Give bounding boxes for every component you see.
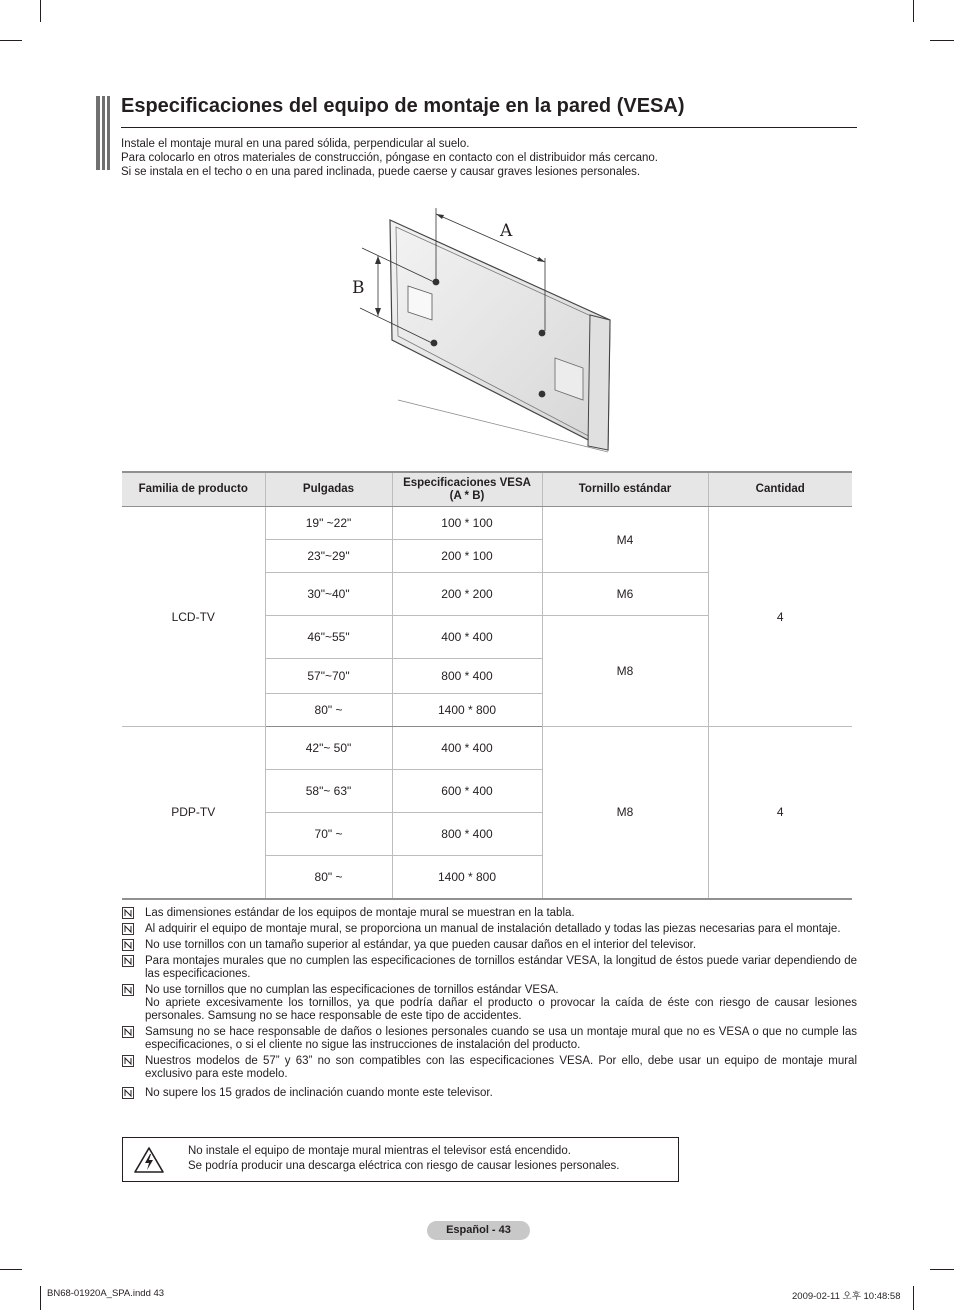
intro-line: Instale el montaje mural en una pared sólida, perpendicular al suelo. <box>121 138 470 150</box>
vesa-cell: 400 * 400 <box>392 727 542 770</box>
inches-cell: 58"~ 63" <box>265 770 392 813</box>
vesa-cell: 600 * 400 <box>392 770 542 813</box>
crop-mark <box>913 0 914 22</box>
inches-cell: 57"~70" <box>265 659 392 694</box>
warning-box <box>122 1137 679 1182</box>
screw-cell: M6 <box>542 573 708 616</box>
header-inches: Pulgadas <box>265 472 392 507</box>
note-item <box>122 907 857 920</box>
table-row <box>122 727 852 770</box>
crop-mark <box>913 1286 914 1310</box>
note-item <box>122 939 857 952</box>
note-text: No use tornillos con un tamaño superior al estándar, ya que pueden causar daños en el interior del televisor. <box>145 939 697 951</box>
header-vesa <box>392 472 542 507</box>
table-header-row <box>122 472 852 507</box>
vesa-cell: 800 * 400 <box>392 659 542 694</box>
electric-shock-warning-icon <box>133 1146 165 1174</box>
vesa-cell: 1400 * 800 <box>392 856 542 899</box>
quantity-cell: 4 <box>708 727 852 899</box>
table-row <box>122 507 852 540</box>
title-decoration-bars <box>96 96 110 170</box>
note-item <box>122 923 857 936</box>
note-text: No apriete excesivamente los tornillos, ya que podría dañar el producto o provocar la caída de éste con riesgo de causar lesiones personales. Samsung no se hace responsable de este tipo de accidentes. <box>145 997 857 1022</box>
inches-cell: 70" ~ <box>265 813 392 856</box>
note-text: No use tornillos que no cumplan las especificaciones de tornillos estándar VESA. <box>145 984 559 996</box>
warning-line: No instale el equipo de montaje mural mientras el televisor está encendido. <box>188 1145 571 1157</box>
header-vesa-line: (A * B) <box>449 489 485 502</box>
dimension-label-a: A <box>500 221 513 241</box>
intro-text <box>121 137 658 179</box>
vesa-spec-table <box>122 471 852 900</box>
quantity-cell: 4 <box>708 507 852 727</box>
crop-mark <box>930 1269 954 1270</box>
warning-text <box>188 1144 620 1174</box>
vesa-cell: 800 * 400 <box>392 813 542 856</box>
note-icon <box>122 955 134 967</box>
note-icon <box>122 923 134 935</box>
vesa-cell: 200 * 200 <box>392 573 542 616</box>
note-item <box>122 984 857 1023</box>
notes-list <box>122 907 857 1103</box>
header-screw: Tornillo estándar <box>542 472 708 507</box>
vesa-cell: 400 * 400 <box>392 616 542 659</box>
crop-mark <box>40 0 41 22</box>
crop-mark <box>0 1269 22 1270</box>
inches-cell: 19" ~22" <box>265 507 392 540</box>
warning-line: Se podría producir una descarga eléctrica con riesgo de causar lesiones personales. <box>188 1160 620 1172</box>
note-icon <box>122 907 134 919</box>
inches-cell: 80" ~ <box>265 694 392 727</box>
title-rule <box>121 127 857 128</box>
footer-datetime: 2009-02-11 오후 10:48:58 <box>792 1291 901 1302</box>
note-item <box>122 1055 857 1081</box>
note-item <box>122 1087 857 1100</box>
inches-cell: 46"~55" <box>265 616 392 659</box>
note-text: Samsung no se hace responsable de daños o lesiones personales cuando se usa un montaje mural que no es VESA o que no cumple las especificaciones, o si el cliente no sigue las instrucciones de instalación del producto. <box>145 1026 857 1051</box>
inches-cell: 23"~29" <box>265 540 392 573</box>
inches-cell: 42"~ 50" <box>265 727 392 770</box>
vesa-cell: 100 * 100 <box>392 507 542 540</box>
intro-line: Para colocarlo en otros materiales de construcción, póngase en contacto con el distribuidor más cercano. <box>121 152 658 164</box>
crop-mark <box>0 40 22 41</box>
family-cell: PDP-TV <box>122 727 265 899</box>
note-item <box>122 1026 857 1052</box>
header-quantity: Cantidad <box>708 472 852 507</box>
note-icon <box>122 939 134 951</box>
inches-cell: 30"~40" <box>265 573 392 616</box>
tv-mount-diagram <box>350 200 620 455</box>
crop-mark <box>930 40 954 41</box>
inches-cell: 80" ~ <box>265 856 392 899</box>
family-cell: LCD-TV <box>122 507 265 727</box>
header-family: Familia de producto <box>122 472 265 507</box>
dimension-label-b: B <box>352 278 365 298</box>
note-text: Al adquirir el equipo de montaje mural, se proporciona un manual de instalación detallado y todas las piezas necesarias para el montaje. <box>145 923 841 935</box>
note-icon <box>122 1055 134 1067</box>
intro-line: Si se instala en el techo o en una pared inclinada, puede caerse y causar graves lesiones personales. <box>121 166 641 178</box>
note-text: No supere los 15 grados de inclinación cuando monte este televisor. <box>145 1087 493 1099</box>
crop-mark <box>40 1286 41 1310</box>
header-vesa-line: Especificaciones VESA <box>403 476 531 489</box>
footer-filename: BN68-01920A_SPA.indd 43 <box>47 1288 165 1299</box>
note-text: Para montajes murales que no cumplen las especificaciones de tornillos estándar VESA, la longitud de éstos puede variar dependiendo de las especificaciones. <box>145 955 857 980</box>
note-icon <box>122 1087 134 1099</box>
note-icon <box>122 1026 134 1038</box>
vesa-cell: 1400 * 800 <box>392 694 542 727</box>
page-number-label: Español - 43 <box>427 1221 530 1240</box>
page-title: Especificaciones del equipo de montaje en la pared (VESA) <box>121 95 685 117</box>
screw-cell: M8 <box>542 616 708 727</box>
vesa-cell: 200 * 100 <box>392 540 542 573</box>
note-text: Nuestros modelos de 57” y 63” no son compatibles con las especificaciones VESA. Por ello, debe usar un equipo de montaje mural exclusivo para este modelo. <box>145 1055 857 1080</box>
note-item <box>122 955 857 981</box>
note-text: Las dimensiones estándar de los equipos de montaje mural se muestran en la tabla. <box>145 907 575 919</box>
screw-cell: M4 <box>542 507 708 573</box>
note-icon <box>122 984 134 996</box>
screw-cell: M8 <box>542 727 708 899</box>
